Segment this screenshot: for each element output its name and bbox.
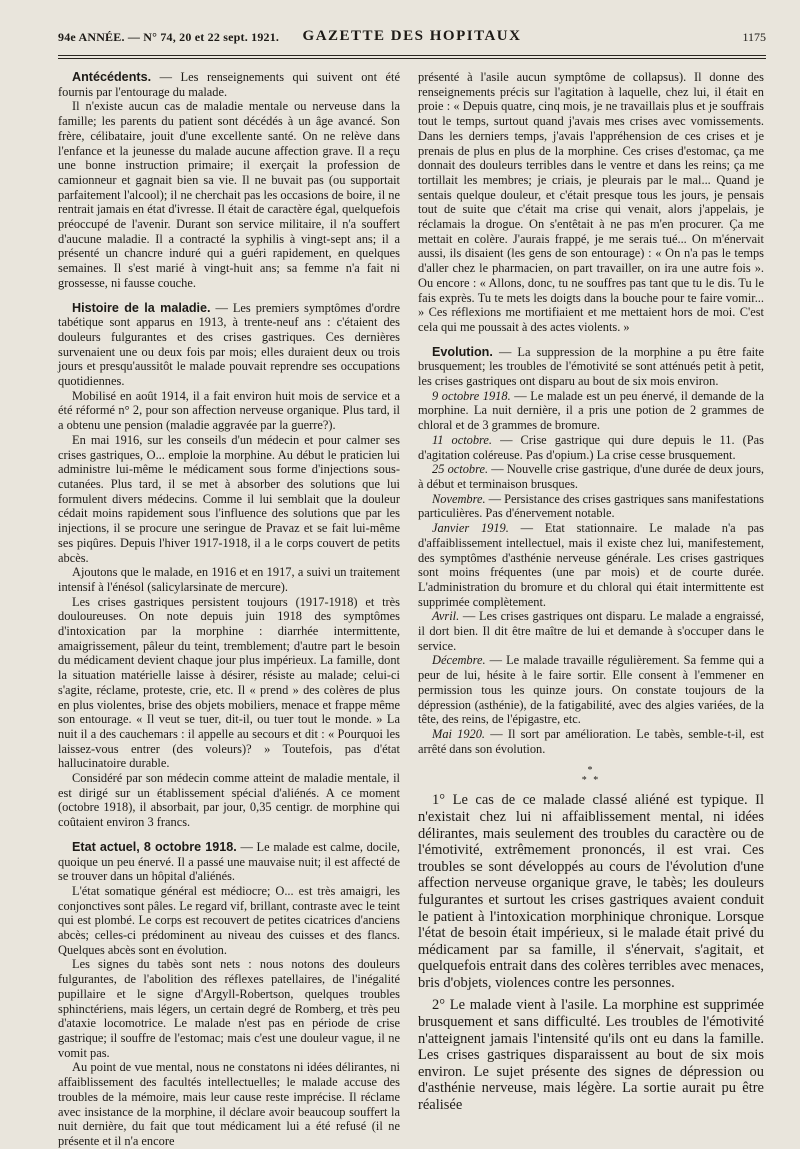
evolution-entry — [418, 521, 764, 609]
histoire-body-3: En mai 1916, sur les conseils d'un médecin et pour calmer ses crises gastriques, O... emploie la morphine. Au début le praticien lui administre lui-même le médicament sous forme d'injections sous-cutanées. Plus tard, il se met à absorber des solutions que lui formulent divers médecins. Comme il lui semblait que la douleur cédait moins rapidement sous l'influence des solutions que par les injections, il se procure une seringue de Pravaz et se fait lui-même ses piqûres. Depuis l'hiver 1917-1918, il a le corps couvert de petits abcès. — [58, 432, 400, 565]
antecedents-paragraph — [58, 70, 400, 99]
entry-text: — Les crises gastriques ont disparu. Le malade a engraissé, il dort bien. Il dit être maître de lui et demande à s'occuper dans le service. — [418, 609, 764, 653]
etat-body-3: Les signes du tabès sont nets : nous notons des douleurs fulgurantes, de l'abolition des réflexes patellaires, de l'inégalité pupillaire et le signe d'Argyll-Robertson, quelques troubles sphinctériens, mais légers, un certain degré de Romberg, et très peu d'ataxie locomotrice. Le malade n'est pas en période de crise gastrique; il souffre de l'estomac; mais c'est une douleur vague, il ne vomit pas. — [58, 957, 400, 1060]
histoire-body-5: Les crises gastriques persistent toujours (1917-1918) et très douloureuses. On note depuis juin 1918 des symptômes d'intoxication par la morphine : diarrhée intermittente, amaigrissement, pâleur du teint, tremblement; d'autre part le besoin du médicament devient chaque jour plus impérieux. La famille, dont la situation matérielle laisse à désirer, résiste au malade; celui-ci s'agite, réclame, proteste, crie, etc. Il « prend » des colères de plus en plus violentes, brise des objets mobiliers, menace et frappe même son entourage. « Il veut se tuer, dit-il, ou tuer tout le monde. » La nuit il a des cauchemars : il appelle au secours et dit : « Pourquoi les laissez-vous entrer (des voleurs)? » Toutefois, pas d'état hallucinatoire durable. — [58, 594, 400, 771]
entry-date: Mai 1920. — [432, 726, 486, 741]
evolution-text: — La suppression de la morphine a pu être faite brusquement; les troubles de l'émotivité se sont atténués petit à petit, les crises gastriques ont disparu au bout de six mois environ. — [418, 344, 764, 389]
left-column — [58, 70, 400, 1149]
page-number: 1175 — [742, 30, 766, 44]
evolution-entry — [418, 389, 764, 433]
evolution-entry — [418, 462, 764, 491]
antecedents-body: Il n'existe aucun cas de maladie mentale ou nerveuse dans la famille; les parents du patient sont décédés à un âge avancé. Son frère, célibataire, jouit d'une excellente santé. On ne relève dans l'enfance et la jeunesse du malade aucune affection grave. Il a reçu une bonne instruction primaire; il exerçait la profession de camionneur et gagnait bien sa vie. Il ne buvait pas (ou supportait parfaitement l'alcool); il ne cherchait pas les occasions de boire, il ne rentrait jamais en état d'ivresse. Il était de caractère égal, quelquefois préoccupé de l'avenir. Durant son service militaire, il n'a souffert d'aucune maladie. Il a contracté la syphilis à vingt-sept ans; il a présenté un chancre induré qui a guéri rapidement, en quelques semaines. Il s'est marié à vingt-huit ans; sa femme n'a fait ni grossesse, ni fausse couche. — [58, 99, 400, 290]
evolution-entry — [418, 653, 764, 727]
evolution-entry — [418, 492, 764, 521]
histoire-heading: Histoire de la maladie. — [72, 300, 211, 315]
section-separator: * * * — [581, 765, 601, 787]
etat-text: — Le malade est calme, docile, quoique un peu énervé. Il a passé une mauvaise nuit; il est affecté de se trouver dans un hôpital d'aliénés. — [58, 839, 400, 884]
antecedents-heading: Antécédents. — [72, 70, 152, 84]
evolution-paragraph — [418, 345, 764, 389]
conclusion-paragraph-1: 1° Le cas de ce malade classé aliéné est typique. Il n'existait chez lui ni affaiblissement mental, ni idées délirantes, mais seulement des troubles du caractère ou de l'émotivité, extrêmement prononcés, il est vrai. Ces troubles se sont développés au cours de l'évolution d'une affection nerveuse organique grave, le tabès; les douleurs fulgurantes et surtout les crises gastriques avaient conduit le patient à l'intoxication morphinique chronique. Lorsque l'état de besoin était impérieux, si le malade était privé du médicament par sa famille, il s'énervait, s'agitait, et quelquefois entrait dans des colères terribles avec menaces, bris d'objets, violences contre les personnes. — [418, 792, 764, 991]
entry-date: 25 octobre. — [432, 462, 489, 477]
etat-body-4: Au point de vue mental, nous ne constatons ni idées délirantes, ni affaiblissement des facultés intellectuelles; le malade accuse des troubles de la mémoire, mais leur cause reste imprécise. Il réclame avec insistance de la morphine, il déclare avoir beaucoup souffert la nuit dernière, du fait que tout médicament lui a été refusé (il ne présente et il n'a encore — [58, 1060, 400, 1148]
entry-text: — Il sort par amélioration. Le tabès, semble-t-il, est arrêté dans son évolution. — [418, 726, 764, 756]
evolution-entry — [418, 727, 764, 756]
evolution-entry — [418, 609, 764, 653]
evolution-entry — [418, 433, 764, 462]
histoire-text: — Les premiers symptômes d'ordre tabétique sont apparus en 1913, à trente-neuf ans : c'étaient des douleurs fulgurantes et des crises gastriques. Ces dernières survenaient une ou deux fois par mois; elles duraient deux ou trois jours et presqu'aussitôt le malade pouvait reprendre ses occupations quotidiennes. — [58, 300, 400, 389]
header-rule-top — [58, 55, 766, 56]
conclusion-block — [418, 792, 764, 1113]
antecedents-text: — Les renseignements qui suivent ont été fournis par l'entourage du malade. — [58, 70, 400, 99]
entry-text: — Le malade travaille régulièrement. Sa femme qui a peur de lui, hésite à le faire sortir. Elle consent à l'emmener en permission tous les quinze jours. On constate toujours de la dépression (asthénie), de la fatigabilité, avec des algies variées, de la tête, des reins, de l'épigastre, etc. — [418, 653, 764, 727]
entry-text: — Persistance des crises gastriques sans manifestations particulières. Pas d'énervement notable. — [418, 491, 764, 521]
histoire-body-6: Considéré par son médecin comme atteint de maladie mentale, il est dirigé sur un établissement spécial d'aliénés. A ce moment (octobre 1918), il absorbait, par jour, 0,35 centigr. de morphine qui coûtaient environ 3 francs. — [58, 771, 400, 830]
entry-date: Janvier 1919. — [432, 521, 509, 536]
evolution-heading: Evolution. — [432, 344, 493, 359]
issue-info: 94e ANNÉE. — N° 74, 20 et 22 sept. 1921. — [58, 30, 280, 44]
histoire-body-4: Ajoutons que le malade, en 1916 et en 1917, a suivi un traitement intensif à l'énésol (salicylarsinate de mercure). — [58, 565, 400, 594]
continued-paragraph: présenté à l'asile aucun symptôme de collapsus). Il donne des renseignements précis sur l'agitation à laquelle, chez lui, il était en proie : « Depuis quatre, cinq mois, je ne travaillais plus et je souffrais tout le temps, surtout quand j'avais mes crises avec vomissements. Dans les derniers temps, j'avais l'appréhension de ces crises et je prenais de plus en plus de la morphine. Ces crises d'estomac, ça me donnait des douleurs terribles dans le ventre et dans les reins; ça me tortillait les membres; je criais, je pleurais par le mal... Quand je sentais quelque douleur, et c'était presque tous les jours, je pensais tout de suite que c'était ma crise qui venait, alors j'appelais, je réclamais la drogue. On s'entêtait à ne pas m'en procurer. Ça me mettait en colère. J'aurais frappé, je me serais tué... On m'énervait aussi, ils disaient (les gens de son entourage) : « On n'a pas le temps d'aller chez le pharmacien, on part travailler, on ira une autre fois ». Ou encore : « Allons, donc, tu ne souffres pas tant que tu le dis. Tu le fais exprès. Tu te mets les doigts dans la bouche pour te faire vomir... » Ces réflexions me mortifiaient et me mettaient hors de moi. C'est cela qui me poussait à des actes violents. » — [418, 70, 764, 334]
histoire-paragraph — [58, 301, 400, 389]
entry-text: — Etat stationnaire. Le malade n'a pas d'affaiblissement intellectuel, mais il existe chez lui, manifestement, des symptômes d'asthénie nerveuse générale. Les crises gastriques sont moins fréquentes (une par mois) et de courte durée. L'administration du bromure et du chloral qui était intermittente est supprimée complètement. — [418, 521, 764, 609]
entry-date: Décembre. — [432, 653, 486, 668]
page-header — [58, 28, 766, 50]
histoire-body-2: Mobilisé en août 1914, il a fait environ huit mois de service et a été réformé n° 2, pour son affection nerveuse organique. Plus tard, il a obtenu une pension (maladie aggravée par la guerre?). — [58, 388, 400, 433]
etat-body-2: L'état somatique général est médiocre; O... est très amaigri, les conjonctives sont pâles. Le regard vif, brillant, contraste avec le teint qui est plombé. Le corps est recouvert de petites cicatrices d'anciens abcès; celles-ci prédominent au niveau des cuisses et des flancs. Quelques abcès sont en évolution. — [58, 883, 400, 957]
entry-date: 11 octobre. — [432, 432, 493, 447]
entry-text: — Le malade est un peu énervé, il demande de la morphine. La nuit dernière, il a pris une potion de 2 grammes de chloral et de 3 grammes de bromure. — [418, 388, 764, 433]
entry-text: — Crise gastrique qui dure depuis le 11. (Pas d'agitation coléreuse. Pas d'opium.) La crise cesse brusquement. — [418, 432, 764, 462]
entry-date: 9 octobre 1918. — [432, 388, 511, 403]
entry-date: Novembre. — [432, 491, 486, 506]
right-column — [418, 70, 764, 1114]
conclusion-paragraph-2: 2° Le malade vient à l'asile. La morphine est supprimée brusquement et sans difficulté. Les troubles de l'émotivité n'atteignent jamais l'intensité qu'ils ont eu dans la famille. Les crises gastriques disparaissent au bout de six mois environ. Le sujet présente des signes de dépression ou d'asthénie nerveuse, mais légère. La sortie aurait pu être réalisée — [418, 997, 764, 1114]
etat-paragraph — [58, 840, 400, 884]
header-rule-bottom — [58, 58, 766, 59]
entry-text: — Nouvelle crise gastrique, d'une durée de deux jours, à début et terminaison brusques. — [418, 462, 764, 491]
etat-heading: Etat actuel, 8 octobre 1918. — [72, 839, 237, 854]
entry-date: Avril. — [432, 609, 460, 624]
publication-title: GAZETTE DES HOPITAUX — [302, 28, 522, 44]
